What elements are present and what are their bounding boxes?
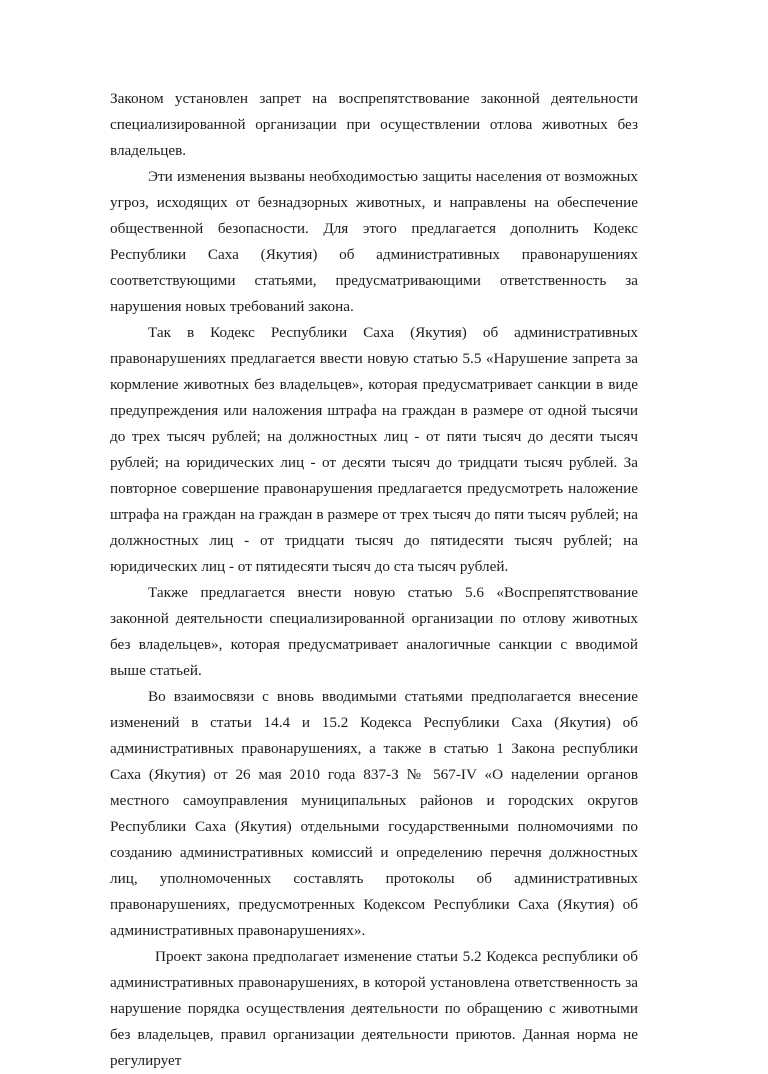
document-text-block — [110, 86, 638, 1074]
paragraph-4: Также предлагается внести новую статью 5.6 «Воспрепятствование законной деятельности специализированной организации по отлову животных без владельцев», которая предусматривает аналогичные санкции с вводимой выше статьей. — [110, 584, 638, 679]
paragraph-5: Во взаимосвязи с вновь вводимыми статьями предполагается внесение изменений в статьи 14.4 и 15.2 Кодекса Республики Саха (Якутия) об административных правонарушениях, а также в статью 1 Закона республики Саха (Якутия) от 26 мая 2010 года 837-З № 567-IV «О наделении органов местного самоуправления муниципальных районов и городских округов Республики Саха (Якутия) отдельными государственными полномочиями по созданию административных комиссий и определению перечня должностных лиц, уполномоченных составлять протоколы об административных правонарушениях, предусмотренных Кодексом Республики Саха (Якутия) об административных правонарушениях». — [110, 688, 638, 939]
paragraph-2: Эти изменения вызваны необходимостью защиты населения от возможных угроз, исходящих от безнадзорных животных, и направлены на обеспечение общественной безопасности. Для этого предлагается дополнить Кодекс Республики Саха (Якутия) об административных правонарушениях соответствующими статьями, предусматривающими ответственность за нарушения новых требований закона. — [110, 168, 638, 315]
paragraph-6: Проект закона предполагает изменение статьи 5.2 Кодекса республики об административных правонарушениях, в которой установлена ответственность за нарушение порядка осуществления деятельности по обращению с животными без владельцев, правил организации деятельности приютов. Данная норма не регулирует — [110, 948, 638, 1069]
paragraph-1: Законом установлен запрет на воспрепятствование законной деятельности специализированной организации при осуществлении отлова животных без владельцев. — [110, 90, 638, 159]
paragraph-3: Так в Кодекс Республики Саха (Якутия) об административных правонарушениях предлагается ввести новую статью 5.5 «Нарушение запрета за кормление животных без владельцев», которая предусматривает санкции в виде предупреждения или наложения штрафа на граждан в размере от одной тысячи до трех тысяч рублей; на должностных лиц - от пяти тысяч до десяти тысяч рублей; на юридических лиц - от десяти тысяч до тридцати тысяч рублей. За повторное совершение правонарушения предлагается предусмотреть наложение штрафа на граждан на граждан в размере от трех тысяч до пяти тысяч рублей; на должностных лиц - от тридцати тысяч до пятидесяти тысяч рублей; на юридических лиц - от пятидесяти тысяч до ста тысяч рублей. — [110, 324, 638, 575]
